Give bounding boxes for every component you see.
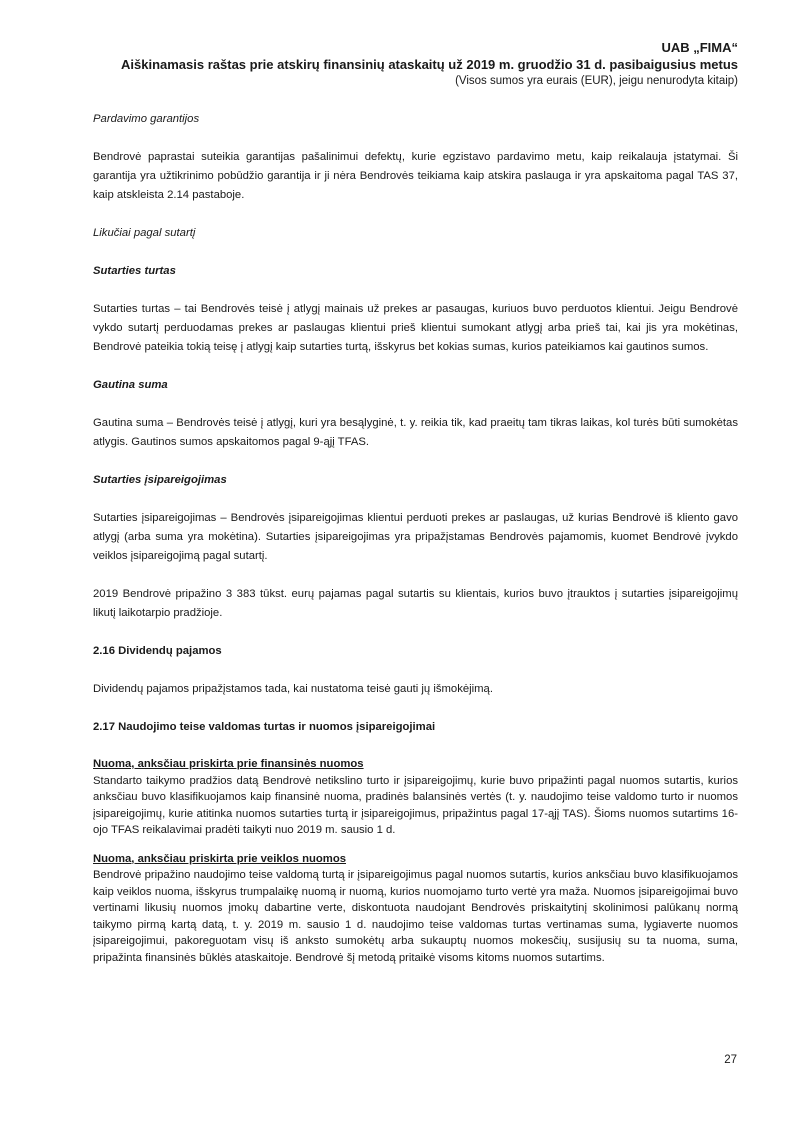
report-title: Aiškinamasis raštas prie atskirų finansinių ataskaitų už 2019 m. gruodžio 31 d. pasibaigusius metus [121, 57, 738, 72]
document-body [93, 110, 738, 966]
receivable-heading: Gautina suma [93, 379, 168, 391]
contract-asset-heading: Sutarties turtas [93, 265, 176, 277]
contract-liability-paragraph-2: 2019 Bendrovė pripažino 3 383 tūkst. eurų pajamas pagal sutartis su klientais, kurios buvo įtrauktos į sutarties įsipareigojimų likutį laikotarpio pradžioje. [93, 588, 738, 619]
contract-liability-heading: Sutarties įsipareigojimas [93, 474, 227, 486]
finance-lease-heading: Nuoma, anksčiau priskirta prie finansinės nuomos [93, 758, 364, 770]
sales-guarantees-heading: Pardavimo garantijos [93, 113, 200, 125]
page-header [121, 40, 738, 89]
currency-note: (Visos sumos yra eurais (EUR), jeigu nenurodyta kitaip) [455, 75, 738, 87]
company-name: UAB „FIMA“ [661, 40, 738, 55]
operating-lease-paragraph: Bendrovė pripažino naudojimo teise valdomą turtą ir įsipareigojimus pagal nuomos sutartis, kurios anksčiau buvo klasifikuojamos kaip veiklos nuoma, išskyrus trumpalaikę nuomą ir nuomą, kurios nuomojamo turto vertė yra maža. Nuomos įsipareigojimai buvo vertinami likusių nuomos įmokų dabartine verte, diskontuota naudojant Bendrovės priskaitytinį skolinimosi palūkanų normą taikymo pirmą kartą datą, t. y. 2019 m. sausio 1 d. naudojimo teise valdomas turtas vertinamas suma, lygiaverte nuomos įsipareigojimui, pakoreguotam visų iš anksto sumokėtų arba sukauptų nuomos mokesčių, susijusių su ta nuoma, suma, pripažinta finansinės būklės ataskaitoje. Bendrovė šį metodą pritaikė visoms kitoms nuomos sutartims. [93, 869, 738, 964]
finance-lease-paragraph: Standarto taikymo pradžios datą Bendrovė netikslino turto ir įsipareigojimų, kurie buvo pripažinti pagal nuomos sutartis, kurios anksčiau buvo klasifikuojamos kaip finansinė nuoma, pradinės balansinės vertės (t. y. naudojimo teise valdomo turto ir nuomos įsipareigojimų, kurie atitinka nuomos sutarties turtą ir įsipareigojimus, pripažintus pagal 17-ąjį TAS). Šioms nuomos sutartims 16-ojo TFAS reikalavimai pradėti taikyti nuo 2019 m. sausio 1 d. [93, 774, 738, 836]
contract-asset-paragraph: Sutarties turtas – tai Bendrovės teisė į atlygį mainais už prekes ar pasaugas, kuriuos buvo perduotos klientui. Jeigu Bendrovė vykdo sutartį perduodamas prekes ar paslaugas klientui prieš klientui sumokant atlygį arba prieš tai, kai jis yra mokėtinas, Bendrovė pateikia tokią teisę į atlygį kaip sutarties turtą, išskyrus bet kokias sumas, kurios pateikiamos kai gautinos sumos. [93, 303, 738, 353]
contract-balances-heading: Likučiai pagal sutartį [93, 227, 196, 239]
dividends-heading: 2.16 Dividendų pajamos [93, 645, 222, 657]
receivable-paragraph: Gautina suma – Bendrovės teisė į atlygį, kuri yra besąlyginė, t. y. reikia tik, kad praeitų tam tikras laikas, kol turės būti sumokėtas atlygis. Gautinos sumos apskaitomos pagal 9-ąjį TFAS. [93, 417, 738, 448]
dividends-paragraph: Dividendų pajamos pripažįstamos tada, kai nustatoma teisė gauti jų išmokėjimą. [93, 683, 493, 695]
operating-lease-heading: Nuoma, anksčiau priskirta prie veiklos nuomos [93, 852, 347, 865]
contract-liability-paragraph: Sutarties įsipareigojimas – Bendrovės įsipareigojimas klientui perduoti prekes ar paslaugas, už kurias Bendrovė iš kliento gavo atlygį (arba suma yra mokėtina). Sutarties įsipareigojimas yra pripažįstamas Bendrovės pajamomis, kuomet Bendrovė įvykdo veiklos įsipareigojimą pagal sutartį. [93, 512, 738, 562]
sales-guarantees-paragraph: Bendrovė paprastai suteikia garantijas pašalinimui defektų, kurie egzistavo pardavimo metu, kaip reikalauja įstatymai. Ši garantija yra užtikrinimo pobūdžio garantija ir ji nėra Bendrovės teikiama kaip atskira paslauga ir yra apskaitoma pagal TAS 37, kaip atskleista 2.14 pastaboje. [93, 151, 738, 201]
page-number: 27 [724, 1054, 737, 1066]
lease-heading: 2.17 Naudojimo teise valdomas turtas ir nuomos įsipareigojimai [93, 721, 436, 733]
